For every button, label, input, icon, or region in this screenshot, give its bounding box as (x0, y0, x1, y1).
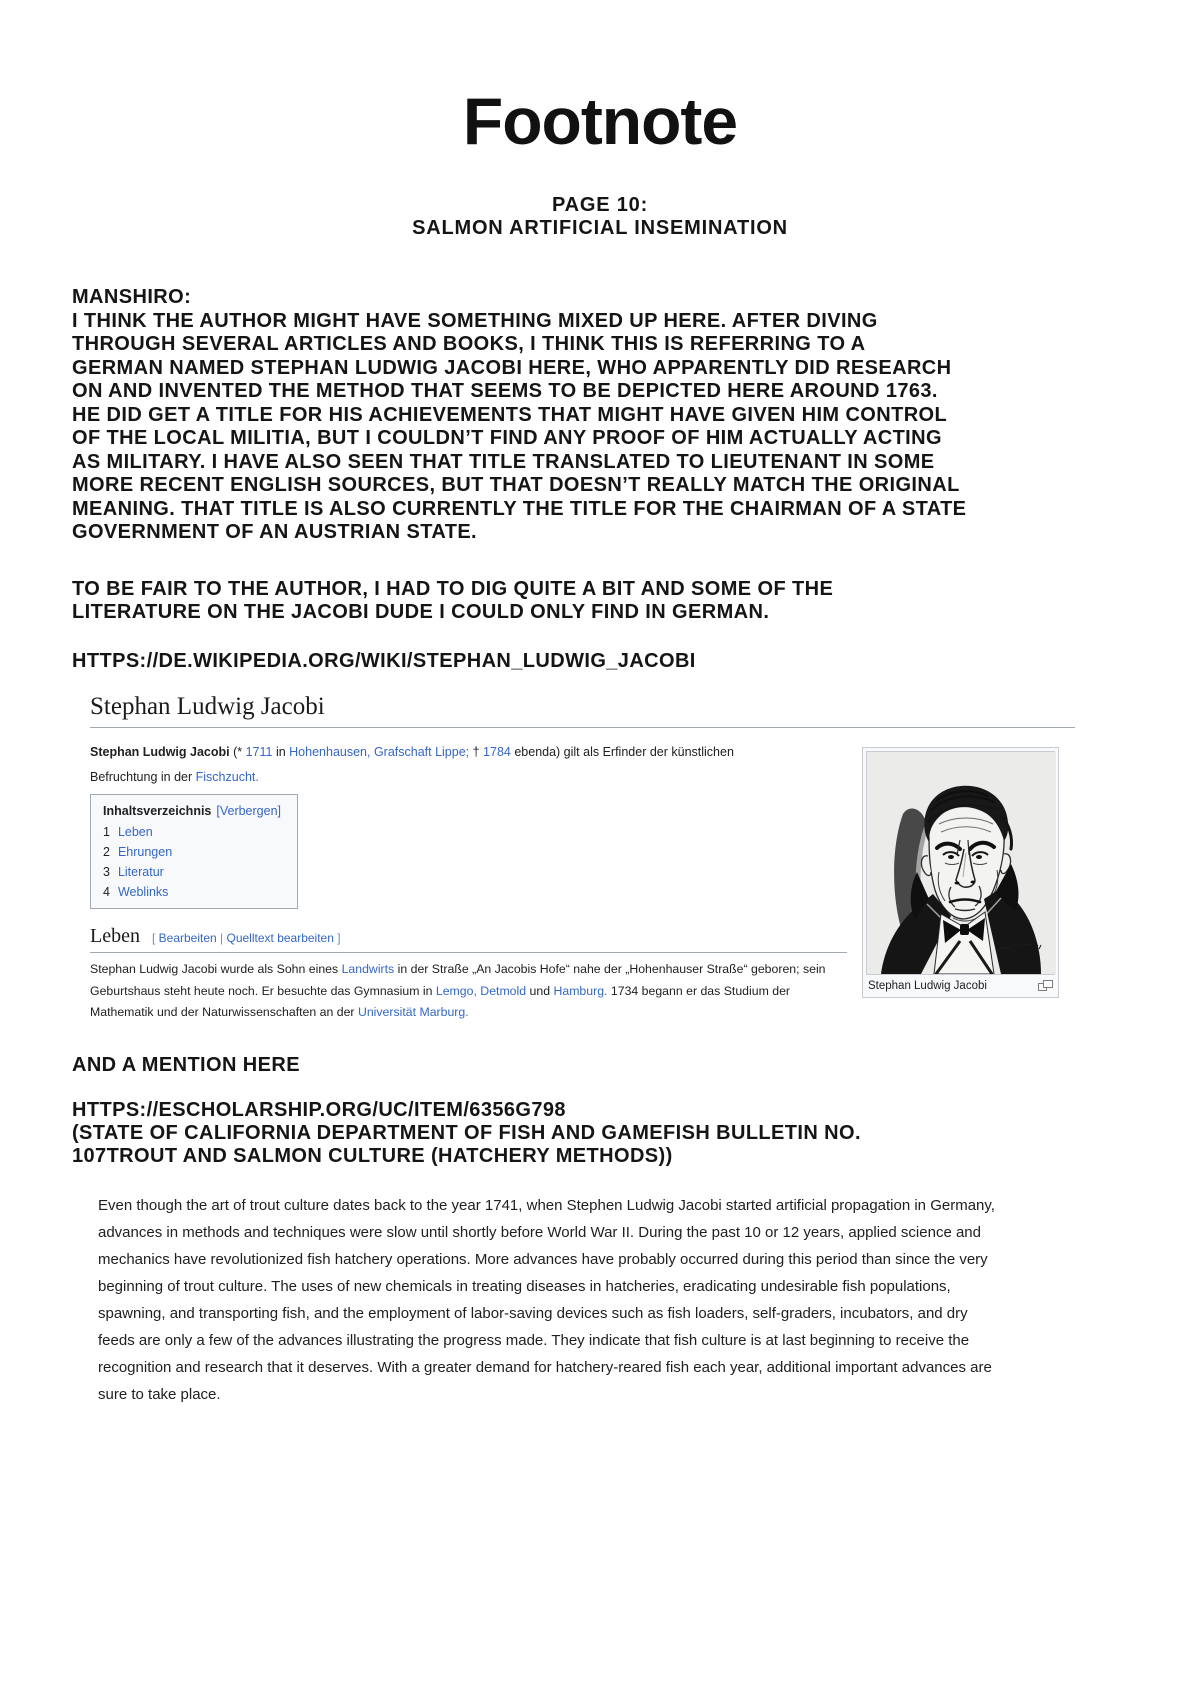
text-segment: ebenda) gilt als Erfinder der künstlichen Befruchtung in der (90, 745, 734, 784)
text-line: OF THE LOCAL MILITIA, BUT I COULDN’T FIND ANY PROOF OF HIM ACTUALLY ACTING (72, 427, 942, 449)
text-segment: Stephan Ludwig Jacobi wurde als Sohn eines (90, 962, 342, 976)
text-line: I THINK THE AUTHOR MIGHT HAVE SOMETHING MIXED UP HERE. AFTER DIVING (72, 309, 878, 332)
toc-item-ehrungen (103, 846, 281, 858)
toc-item-weblinks (103, 886, 281, 898)
text-line: HTTPS://ESCHOLARSHIP.ORG/UC/ITEM/6356G798 (72, 1099, 566, 1121)
text-line: AS MILITARY. I HAVE ALSO SEEN THAT TITLE TRANSLATED TO LIEUTENANT IN SOME (72, 450, 935, 473)
text-line: (STATE OF CALIFORNIA DEPARTMENT OF FISH AND GAMEFISH BULLETIN NO. (72, 1122, 861, 1144)
wiki-article-title: Stephan Ludwig Jacobi (90, 693, 1075, 728)
toc-item-number: 1 (103, 825, 110, 839)
text-segment: ] (333, 931, 341, 945)
wikipedia-url-text: HTTPS://DE.WIKIPEDIA.ORG/WIKI/STEPHAN_LUDWIG_JACOBI (72, 649, 696, 672)
commentary-paragraph-2 (72, 578, 1120, 625)
text-line: GOVERNMENT OF AN AUSTRIAN STATE. (72, 521, 478, 543)
toc-hide-link[interactable]: [Verbergen] (216, 804, 282, 818)
toc-list (103, 826, 281, 898)
wiki-link[interactable]: Hamburg. (553, 983, 608, 998)
toc-title: Inhaltsverzeichnis (103, 804, 212, 818)
wiki-link[interactable]: Hohenhausen, Grafschaft Lippe; (289, 745, 470, 759)
wiki-intro-paragraph (90, 740, 766, 790)
text-line: THROUGH SEVERAL ARTICLES AND BOOKS, I THINK THIS IS REFERRING TO A (72, 333, 866, 355)
text-segment: Stephan Ludwig Jacobi (90, 745, 230, 759)
text-segment: | (216, 931, 227, 945)
wiki-link[interactable]: Universität Marburg. (357, 1005, 469, 1019)
toc-item-number: 4 (103, 885, 110, 899)
text-segment: und (526, 983, 554, 998)
bulletin-quote: Even though the art of trout culture dates back to the year 1741, when Stephen Ludwig Jacobi started artificial propagation in Germany, advances in methods and techniques were slow until shortly before World War II. During the past 10 or 12 years, applied science and mechanics have revolutionized fish hatchery operations. More advances have probably occurred during this period than since the very beginning of trout culture. The uses of new chemicals in treating diseases in hatcheries, eradicating undesirable fish populations, spawning, and transporting fish, and the employment of labor-saving devices such as fish loaders, self-graders, incubators, and dry feeds are only a few of the advances illustrating the progress made. They indicate that fish culture is at last beginning to receive the recognition and research that it deserves. With a greater demand for hatchery-reared fish each year, additional important advances are sure to take place. (98, 1197, 995, 1403)
subtitle-line-1: PAGE 10: (551, 194, 649, 216)
wiki-portrait-thumbnail[interactable] (862, 747, 1059, 998)
toc-item-link[interactable]: Ehrungen (117, 845, 173, 859)
escholarship-citation (72, 1099, 1120, 1168)
text-line: MEANING. THAT TITLE IS ALSO CURRENTLY THE TITLE FOR THE CHAIRMAN OF A STATE (72, 497, 967, 520)
page-subtitle (0, 194, 1200, 240)
wiki-table-of-contents (90, 794, 298, 909)
wiki-link[interactable]: Fischzucht. (195, 770, 259, 784)
wiki-link[interactable]: Landwirts (341, 962, 395, 976)
text-segment: in (272, 745, 290, 759)
text-line: TO BE FAIR TO THE AUTHOR, I HAD TO DIG QUITE A BIT AND SOME OF THE (72, 577, 834, 600)
text-line: ON AND INVENTED THE METHOD THAT SEEMS TO BE DEPICTED HERE AROUND 1763. (72, 380, 938, 402)
portrait-caption: Stephan Ludwig Jacobi (868, 980, 987, 992)
text-line: HE DID GET A TITLE FOR HIS ACHIEVEMENTS THAT MIGHT HAVE GIVEN HIM CONTROL (72, 403, 948, 426)
toc-item-link[interactable]: Literatur (117, 865, 164, 879)
wiki-link[interactable]: Bearbeiten (158, 931, 217, 945)
wiki-section-heading (90, 925, 847, 953)
speaker-label: MANSHIRO: (72, 286, 192, 308)
wiki-section-title: Leben (90, 925, 140, 947)
wiki-link[interactable]: Lemgo, Detmold (435, 983, 527, 998)
toc-item-number: 3 (103, 865, 110, 879)
toc-item-leben (103, 826, 281, 838)
text-segment: † (469, 745, 484, 759)
portrait-drawing (866, 751, 1055, 975)
toc-header (103, 804, 281, 818)
toc-item-literatur (103, 866, 281, 878)
wikipedia-embed (90, 693, 1075, 1024)
page-title: Footnote (462, 84, 738, 158)
subtitle-line-2: SALMON ARTIFICIAL INSEMINATION (412, 217, 788, 239)
wiki-link[interactable]: Quelltext bearbeiten (226, 931, 334, 945)
commentary-paragraph-1 (72, 310, 1120, 545)
mention-heading: AND A MENTION HERE (72, 1053, 300, 1076)
text-line: 107TROUT AND SALMON CULTURE (HATCHERY METHODS)) (72, 1145, 673, 1167)
thumbnail-caption-row (866, 975, 1055, 994)
wiki-link[interactable]: 1711 (245, 745, 273, 759)
text-segment: [ (151, 931, 159, 945)
text-segment: (* (229, 745, 246, 759)
wiki-link[interactable]: 1784 (483, 745, 511, 759)
toc-item-link[interactable]: Weblinks (117, 885, 169, 899)
text-line: GERMAN NAMED STEPHAN LUDWIG JACOBI HERE, WHO APPARENTLY DID RESEARCH (72, 356, 952, 379)
magnify-icon[interactable] (1038, 980, 1053, 991)
wiki-edit-links (152, 931, 341, 945)
text-segment: in der Straße „An Jacobis Hofe“ nahe der „Hohenhauser Straße“ geboren; sein Geburtshaus steht heute noch. Er besuchte das Gymnasium in (90, 962, 826, 998)
text-segment: 1734 begann er das Studium der Mathematik und der Naturwissenschaften an der (90, 983, 791, 1019)
toc-item-link[interactable]: Leben (117, 825, 153, 839)
text-line: LITERATURE ON THE JACOBI DUDE I COULD ONLY FIND IN GERMAN. (72, 601, 770, 623)
text-line: MORE RECENT ENGLISH SOURCES, BUT THAT DOESN’T REALLY MATCH THE ORIGINAL (72, 474, 960, 496)
wiki-leben-paragraph (90, 959, 835, 1024)
commentary-block (72, 286, 1120, 673)
toc-item-number: 2 (103, 845, 110, 859)
